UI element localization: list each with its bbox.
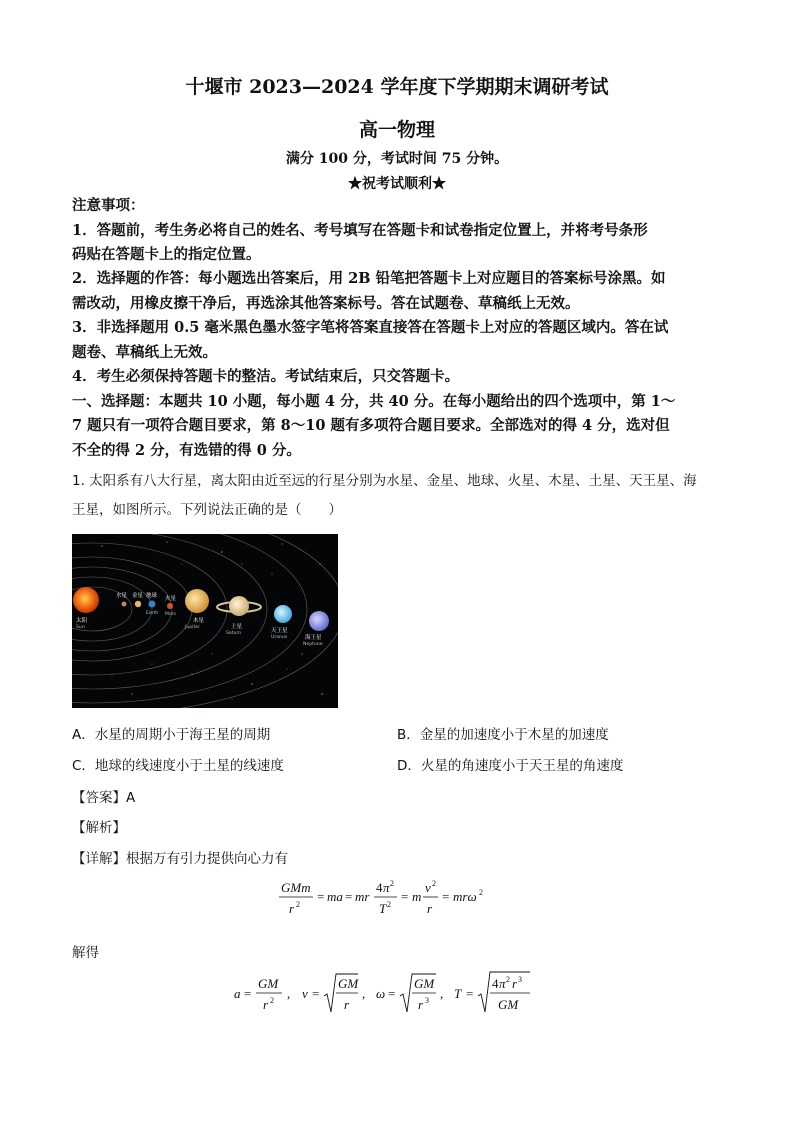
svg-text:2: 2 bbox=[387, 900, 391, 909]
note-line: 需改动，用橡皮擦干净后，再选涂其他答案标号。答在试题卷、草稿纸上无效。 bbox=[72, 295, 580, 312]
svg-text:a: a bbox=[234, 986, 241, 1001]
svg-text:m: m bbox=[412, 889, 422, 904]
section-intro-line: 不全的得 2 分，有选错的得 0 分。 bbox=[72, 442, 301, 459]
option-d: D．火星的角速度小于天王星的角速度 bbox=[397, 758, 624, 774]
svg-text:mrω: mrω bbox=[453, 889, 477, 904]
svg-text:2: 2 bbox=[390, 879, 394, 888]
svg-text:木星: 木星 bbox=[193, 618, 205, 624]
svg-text:r: r bbox=[512, 976, 518, 991]
svg-text:地球: 地球 bbox=[146, 593, 158, 599]
svg-text:Sun: Sun bbox=[76, 625, 85, 630]
svg-text:GMm: GMm bbox=[281, 880, 311, 895]
solar-system-figure bbox=[72, 534, 338, 708]
svg-text:Neptune: Neptune bbox=[303, 642, 323, 647]
svg-text:T: T bbox=[379, 901, 387, 916]
label-sun-cn: 太阳 bbox=[76, 618, 88, 624]
svg-text:ma: ma bbox=[327, 889, 343, 904]
note-line: 4．考生必须保持答题卡的整洁。考试结束后，只交答题卡。 bbox=[72, 368, 460, 385]
solar-system-illustration bbox=[72, 534, 338, 708]
svg-text:=: = bbox=[317, 889, 325, 904]
svg-text:4: 4 bbox=[376, 880, 383, 895]
note-line: 3．非选择题用 0.5 毫米黑色墨水签字笔将答案直接答在答题卡上对应的答题区域内。答在试 bbox=[72, 319, 669, 336]
score-time: 满分 100 分，考试时间 75 分钟。 bbox=[285, 151, 509, 167]
section-intro-line: 7 题只有一项符合题目要求，第 8～10 题有多项符合题目要求。全部选对的得 4 分，选对但 bbox=[72, 417, 670, 434]
svg-text:4: 4 bbox=[492, 976, 499, 991]
svg-text:土星: 土星 bbox=[231, 624, 243, 630]
svg-text:=: = bbox=[345, 889, 353, 904]
svg-text:,: , bbox=[287, 986, 291, 1001]
option-a: A．水星的周期小于海王星的周期 bbox=[72, 727, 271, 743]
svg-text:2: 2 bbox=[506, 975, 510, 984]
svg-text:水星: 水星 bbox=[116, 593, 128, 599]
svg-text:2: 2 bbox=[432, 879, 436, 888]
svg-text:=: = bbox=[466, 986, 474, 1001]
svg-text:v: v bbox=[302, 986, 308, 1001]
note-line: 1．答题前，考生务必将自己的姓名、考号填写在答题卡和试卷指定位置上，并将考号条形 bbox=[72, 222, 648, 239]
option-c: C．地球的线速度小于土星的线速度 bbox=[72, 758, 284, 774]
svg-text:=: = bbox=[244, 986, 252, 1001]
svg-text:,: , bbox=[362, 986, 366, 1001]
svg-text:=: = bbox=[312, 986, 320, 1001]
svg-text:GM: GM bbox=[338, 976, 359, 991]
svg-text:GM: GM bbox=[258, 976, 279, 991]
svg-text:r: r bbox=[263, 997, 269, 1012]
svg-text:π: π bbox=[383, 880, 390, 895]
svg-text:2: 2 bbox=[479, 888, 483, 897]
formula-results bbox=[230, 968, 570, 1020]
question-1-stem: 1. 太阳系有八大行星，离太阳由近至远的行星分别为水星、金星、地球、火星、木星、土星、天王星、海 bbox=[72, 473, 697, 489]
svg-text:2: 2 bbox=[270, 996, 274, 1005]
answer-tag: 【答案】A bbox=[72, 790, 136, 806]
svg-text:Mars: Mars bbox=[165, 612, 177, 617]
svg-text:=: = bbox=[388, 986, 396, 1001]
svg-text:r: r bbox=[289, 901, 295, 916]
svg-text:GM: GM bbox=[414, 976, 435, 991]
svg-text:GM: GM bbox=[498, 997, 519, 1012]
note-line: 2．选择题的作答：每小题选出答案后，用 2B 铅笔把答题卡上对应题目的答案标号涂黑。如 bbox=[72, 270, 666, 287]
svg-text:Earth: Earth bbox=[146, 611, 159, 616]
exam-title: 十堰市 2023—2024 学年度下学期期末调研考试 bbox=[185, 76, 609, 98]
svg-text:r: r bbox=[418, 997, 424, 1012]
notes-heading: 注意事项： bbox=[72, 197, 145, 214]
note-line: 题卷、草稿纸上无效。 bbox=[72, 344, 217, 361]
svg-text:金星: 金星 bbox=[132, 593, 144, 599]
svg-text:海王星: 海王星 bbox=[305, 635, 322, 641]
wish-line: ★祝考试顺利★ bbox=[348, 176, 446, 192]
svg-text:π: π bbox=[499, 976, 506, 991]
svg-text:r: r bbox=[344, 997, 350, 1012]
subject-title: 高一物理 bbox=[358, 119, 435, 141]
svg-text:2: 2 bbox=[296, 900, 300, 909]
svg-text:Saturn: Saturn bbox=[226, 631, 242, 636]
svg-text:火星: 火星 bbox=[165, 596, 177, 602]
detail-tag: 【详解】根据万有引力提供向心力有 bbox=[72, 851, 288, 867]
svg-text:天王星: 天王星 bbox=[271, 628, 288, 634]
svg-text:T: T bbox=[454, 986, 462, 1001]
svg-text:r: r bbox=[427, 901, 433, 916]
formula-gravitation bbox=[275, 876, 525, 922]
section-intro-line: 一、选择题：本题共 10 小题，每小题 4 分，共 40 分。在每小题给出的四个选项中，第 1～ bbox=[72, 393, 676, 410]
svg-text:mr: mr bbox=[355, 889, 370, 904]
solve-tag: 解得 bbox=[72, 945, 99, 961]
svg-text:v: v bbox=[425, 880, 431, 895]
analysis-tag: 【解析】 bbox=[72, 820, 126, 836]
svg-text:Jupiter: Jupiter bbox=[185, 625, 200, 630]
svg-text:,: , bbox=[440, 986, 444, 1001]
svg-text:=: = bbox=[442, 889, 450, 904]
note-line: 码贴在答题卡上的指定位置。 bbox=[72, 246, 261, 263]
question-1-stem: 王星，如图所示。下列说法正确的是（ ） bbox=[72, 502, 342, 518]
svg-text:3: 3 bbox=[518, 975, 522, 984]
svg-text:3: 3 bbox=[425, 996, 429, 1005]
svg-text:ω: ω bbox=[376, 986, 386, 1001]
svg-text:=: = bbox=[401, 889, 409, 904]
option-b: B．金星的加速度小于木星的加速度 bbox=[397, 727, 609, 743]
svg-text:Uranus: Uranus bbox=[271, 635, 288, 640]
